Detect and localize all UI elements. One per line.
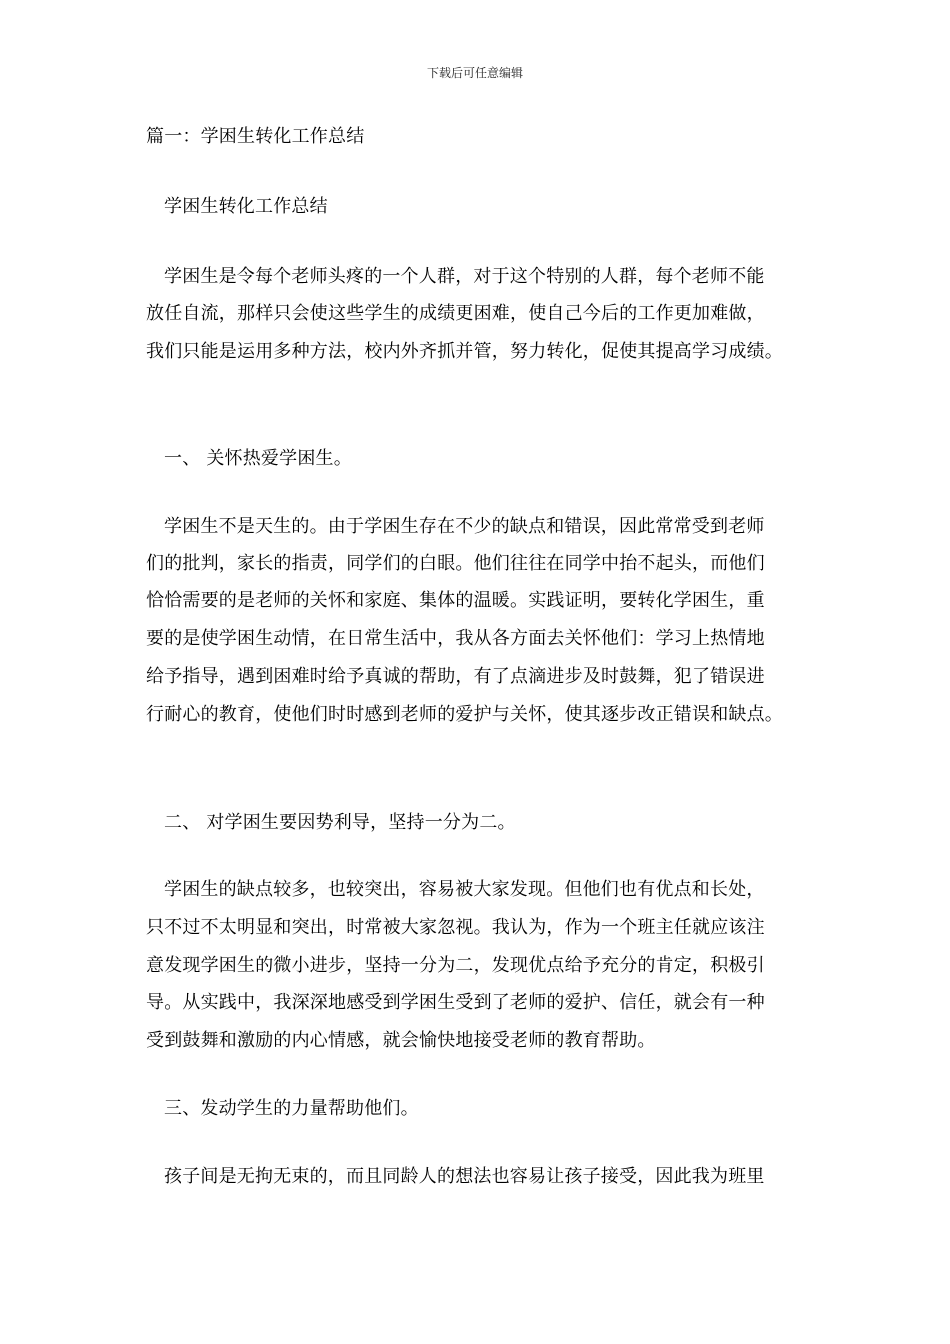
section-1-line: 行耐心的教育，使他们时时感到老师的爱护与关怀，使其逐步改正错误和缺点。: [146, 704, 783, 725]
section-1-line: 恰恰需要的是老师的关怀和家庭、集体的温暖。实践证明，要转化学困生，重: [146, 590, 765, 611]
intro-line: 放任自流，那样只会使这些学生的成绩更困难，使自己今后的工作更加难做，: [146, 303, 765, 324]
section-1-line: 们的批判，家长的指责，同学们的白眼。他们往往在同学中抬不起头，而他们: [146, 553, 765, 574]
page-header: 下载后可任意编辑: [426, 66, 523, 80]
section-2-line: 学困生的缺点较多，也较突出，容易被大家发现。但他们也有优点和长处，: [164, 879, 765, 900]
section-3-line: 孩子间是无拘无束的，而且同龄人的想法也容易让孩子接受，因此我为班里: [164, 1166, 765, 1187]
section-heading-2: 二、 对学困生要因势利导，坚持一分为二。: [164, 812, 516, 833]
document-subtitle: 学困生转化工作总结: [164, 196, 328, 217]
section-2-line: 导。从实践中，我深深地感受到学困生受到了老师的爱护、信任，就会有一种: [146, 992, 765, 1013]
intro-line: 学困生是令每个老师头疼的一个人群，对于这个特别的人群，每个老师不能: [164, 266, 765, 287]
section-1-line: 给予指导，遇到困难时给予真诚的帮助，有了点滴进步及时鼓舞，犯了错误进: [146, 666, 765, 687]
section-1-line: 学困生不是天生的。由于学困生存在不少的缺点和错误，因此常常受到老师: [164, 516, 765, 537]
section-heading-1: 一、 关怀热爱学困生。: [164, 448, 352, 469]
section-1-line: 要的是使学困生动情，在日常生活中，我从各方面去关怀他们：学习上热情地: [146, 628, 765, 649]
section-2-line: 只不过不太明显和突出，时常被大家忽视。我认为，作为一个班主任就应该注: [146, 917, 765, 938]
intro-line: 我们只能是运用多种方法，校内外齐抓并管，努力转化，促使其提高学习成绩。: [146, 341, 783, 362]
section-2-line: 意发现学困生的微小进步，坚持一分为二，发现优点给予充分的肯定，积极引: [146, 955, 765, 976]
section-2-line: 受到鼓舞和激励的内心情感，就会愉快地接受老师的教育帮助。: [146, 1030, 656, 1051]
document-title: 篇一：学困生转化工作总结: [146, 126, 365, 147]
section-heading-3: 三、发动学生的力量帮助他们。: [164, 1098, 419, 1119]
